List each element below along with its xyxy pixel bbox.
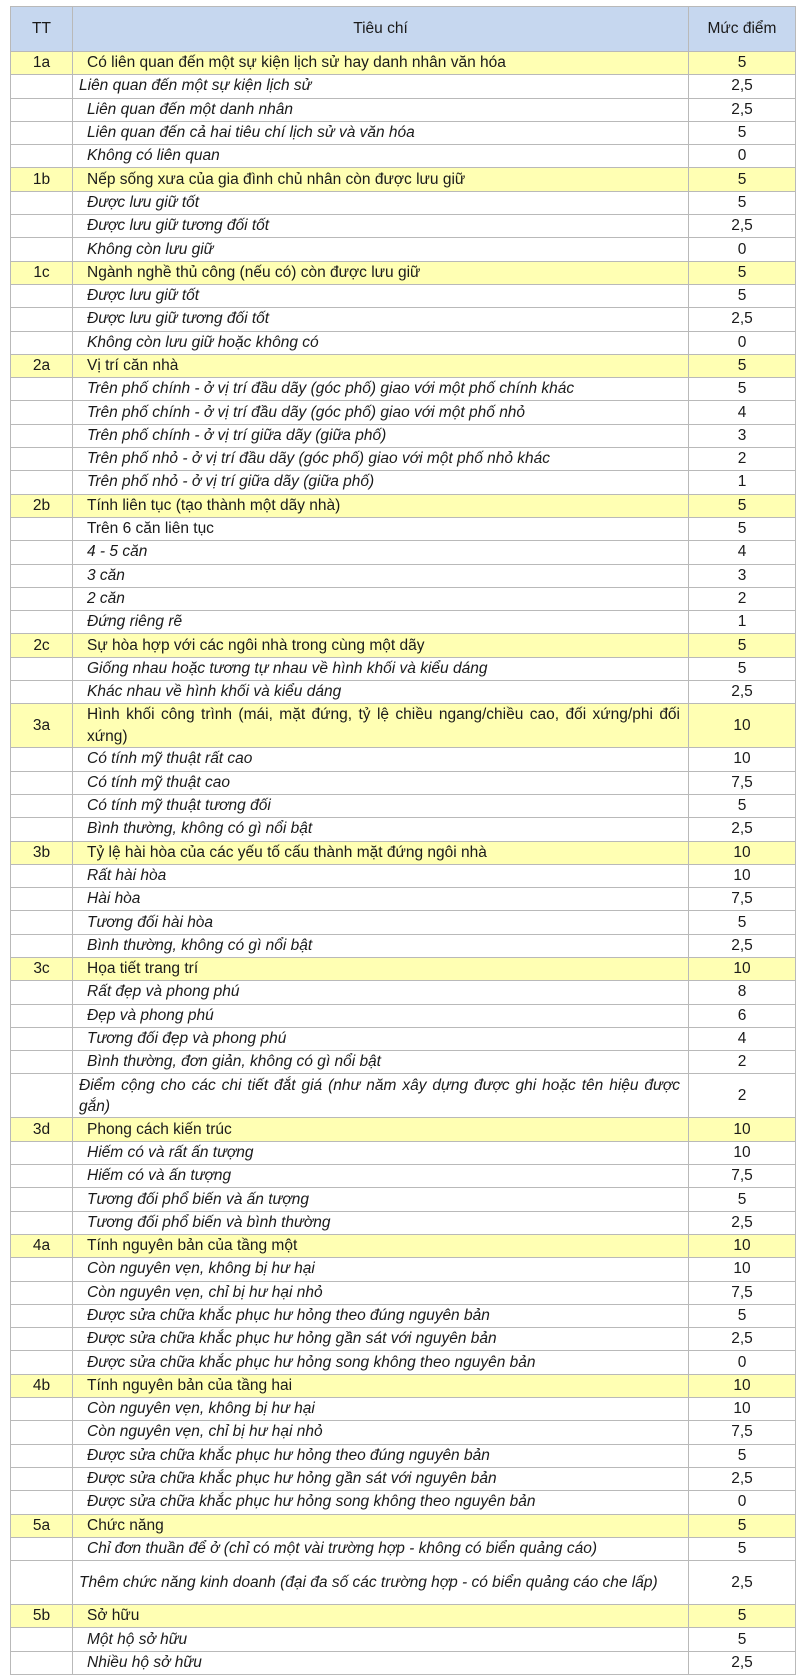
option-label: Nhiều hộ sở hữu [73, 1651, 689, 1674]
option-row [11, 1027, 796, 1050]
criterion-row [11, 52, 796, 75]
tt-cell [11, 1165, 73, 1188]
tt-cell [11, 1491, 73, 1514]
option-row [11, 981, 796, 1004]
option-label: 3 căn [73, 564, 689, 587]
option-row [11, 1628, 796, 1651]
score-cell: 5 [689, 191, 796, 214]
tt-cell [11, 981, 73, 1004]
tt-cell: 1a [11, 52, 73, 75]
tt-cell: 4a [11, 1234, 73, 1257]
option-row [11, 1421, 796, 1444]
score-cell: 3 [689, 424, 796, 447]
option-label: Có tính mỹ thuật tương đối [73, 794, 689, 817]
score-cell: 2,5 [689, 934, 796, 957]
criterion-label: Tính nguyên bản của tầng hai [73, 1374, 689, 1397]
option-label: Hiếm có và ấn tượng [73, 1165, 689, 1188]
score-cell: 5 [689, 634, 796, 657]
criterion-row [11, 1118, 796, 1141]
score-cell: 5 [689, 354, 796, 377]
option-label: Đứng riêng rẽ [73, 611, 689, 634]
tt-cell [11, 541, 73, 564]
score-cell: 2,5 [689, 308, 796, 331]
tt-cell [11, 215, 73, 238]
score-cell: 4 [689, 401, 796, 424]
tt-cell [11, 308, 73, 331]
option-row [11, 1398, 796, 1421]
score-cell: 3 [689, 564, 796, 587]
score-cell: 0 [689, 238, 796, 261]
option-row [11, 238, 796, 261]
option-label: Còn nguyên vẹn, không bị hư hại [73, 1398, 689, 1421]
criterion-row [11, 1234, 796, 1257]
tt-cell [11, 238, 73, 261]
option-label: Chỉ đơn thuần để ở (chỉ có một vài trường hợp - không có biển quảng cáo) [73, 1537, 689, 1560]
option-label: Trên phố chính - ở vị trí giữa dãy (giữa phố) [73, 424, 689, 447]
score-cell: 5 [689, 494, 796, 517]
option-row [11, 331, 796, 354]
score-cell: 5 [689, 1628, 796, 1651]
criterion-label: Sự hòa hợp với các ngôi nhà trong cùng một dãy [73, 634, 689, 657]
option-label: Không còn lưu giữ [73, 238, 689, 261]
criteria-table [10, 6, 796, 1675]
tt-cell [11, 911, 73, 934]
score-cell: 5 [689, 517, 796, 540]
option-label: Có tính mỹ thuật rất cao [73, 748, 689, 771]
score-cell: 7,5 [689, 888, 796, 911]
option-row [11, 1304, 796, 1327]
tt-cell [11, 331, 73, 354]
option-label: Được sửa chữa khắc phục hư hỏng theo đúng nguyên bản [73, 1444, 689, 1467]
option-label: Hiếm có và rất ấn tượng [73, 1141, 689, 1164]
tt-cell: 2b [11, 494, 73, 517]
criterion-label: Họa tiết trang trí [73, 957, 689, 980]
tt-cell [11, 424, 73, 447]
tt-cell: 5b [11, 1605, 73, 1628]
score-cell: 5 [689, 1188, 796, 1211]
tt-cell [11, 98, 73, 121]
score-cell: 10 [689, 1234, 796, 1257]
tt-cell: 2c [11, 634, 73, 657]
score-cell: 10 [689, 704, 796, 748]
score-cell: 5 [689, 121, 796, 144]
option-label: Rất đẹp và phong phú [73, 981, 689, 1004]
tt-cell: 5a [11, 1514, 73, 1537]
option-row [11, 448, 796, 471]
score-cell: 5 [689, 1514, 796, 1537]
header-tt: TT [11, 7, 73, 52]
tt-cell [11, 401, 73, 424]
criterion-row [11, 168, 796, 191]
score-cell: 10 [689, 1398, 796, 1421]
tt-cell [11, 1074, 73, 1118]
score-cell: 10 [689, 748, 796, 771]
tt-cell [11, 1141, 73, 1164]
option-row [11, 1561, 796, 1605]
tt-cell [11, 771, 73, 794]
score-cell: 2,5 [689, 681, 796, 704]
score-cell: 2 [689, 1074, 796, 1118]
tt-cell [11, 1651, 73, 1674]
criterion-label: Ngành nghề thủ công (nếu có) còn được lưu giữ [73, 261, 689, 284]
tt-cell [11, 1351, 73, 1374]
option-row [11, 1651, 796, 1674]
option-label: Được sửa chữa khắc phục hư hỏng gần sát với nguyên bản [73, 1467, 689, 1490]
option-label: Bình thường, không có gì nổi bật [73, 934, 689, 957]
option-row [11, 75, 796, 98]
criterion-row [11, 704, 796, 748]
option-label: Được sửa chữa khắc phục hư hỏng gần sát với nguyên bản [73, 1328, 689, 1351]
score-cell: 2 [689, 1051, 796, 1074]
tt-cell [11, 517, 73, 540]
tt-cell [11, 1398, 73, 1421]
option-label: Được lưu giữ tương đối tốt [73, 308, 689, 331]
tt-cell: 3c [11, 957, 73, 980]
option-label: Giống nhau hoặc tương tự nhau về hình khối và kiểu dáng [73, 657, 689, 680]
option-row [11, 587, 796, 610]
criterion-label: Nếp sống xưa của gia đình chủ nhân còn được lưu giữ [73, 168, 689, 191]
criterion-label: Tỷ lệ hài hòa của các yếu tố cấu thành mặt đứng ngôi nhà [73, 841, 689, 864]
score-cell: 10 [689, 957, 796, 980]
score-cell: 10 [689, 1118, 796, 1141]
option-label: Không còn lưu giữ hoặc không có [73, 331, 689, 354]
criterion-label: Tính nguyên bản của tầng một [73, 1234, 689, 1257]
option-row [11, 215, 796, 238]
tt-cell [11, 1004, 73, 1027]
option-row [11, 1467, 796, 1490]
score-cell: 4 [689, 1027, 796, 1050]
tt-cell [11, 191, 73, 214]
option-label: Được sửa chữa khắc phục hư hỏng song không theo nguyên bản [73, 1351, 689, 1374]
option-row [11, 1188, 796, 1211]
option-label: Khác nhau về hình khối và kiểu dáng [73, 681, 689, 704]
option-label: Được sửa chữa khắc phục hư hỏng song không theo nguyên bản [73, 1491, 689, 1514]
option-label: Một hộ sở hữu [73, 1628, 689, 1651]
tt-cell [11, 471, 73, 494]
option-row [11, 1141, 796, 1164]
tt-cell [11, 934, 73, 957]
option-row [11, 818, 796, 841]
option-label: Được lưu giữ tốt [73, 191, 689, 214]
table-body [11, 52, 796, 1675]
option-row [11, 471, 796, 494]
score-cell: 2,5 [689, 75, 796, 98]
score-cell: 5 [689, 378, 796, 401]
tt-cell [11, 1421, 73, 1444]
option-row [11, 541, 796, 564]
option-label: Điểm cộng cho các chi tiết đắt giá (như năm xây dựng được ghi hoặc tên hiệu được gắn) [73, 1074, 689, 1118]
tt-cell [11, 284, 73, 307]
tt-cell [11, 1328, 73, 1351]
criterion-row [11, 1605, 796, 1628]
tt-cell [11, 1444, 73, 1467]
option-row [11, 1004, 796, 1027]
criterion-row [11, 1514, 796, 1537]
score-cell: 2,5 [689, 215, 796, 238]
score-cell: 6 [689, 1004, 796, 1027]
tt-cell [11, 1211, 73, 1234]
option-row [11, 564, 796, 587]
tt-cell [11, 378, 73, 401]
score-cell: 7,5 [689, 1421, 796, 1444]
score-cell: 7,5 [689, 1165, 796, 1188]
score-cell: 1 [689, 611, 796, 634]
option-label: Được sửa chữa khắc phục hư hỏng theo đúng nguyên bản [73, 1304, 689, 1327]
option-label: Liên quan đến một danh nhân [73, 98, 689, 121]
tt-cell [11, 145, 73, 168]
score-cell: 2 [689, 587, 796, 610]
criterion-label: Sở hữu [73, 1605, 689, 1628]
tt-cell [11, 1258, 73, 1281]
tt-cell [11, 1537, 73, 1560]
option-row [11, 888, 796, 911]
score-cell: 0 [689, 331, 796, 354]
tt-cell [11, 1628, 73, 1651]
score-cell: 10 [689, 1141, 796, 1164]
tt-cell: 1c [11, 261, 73, 284]
score-cell: 5 [689, 1304, 796, 1327]
option-row [11, 1165, 796, 1188]
option-row [11, 145, 796, 168]
option-row [11, 308, 796, 331]
option-row [11, 794, 796, 817]
option-label: Đẹp và phong phú [73, 1004, 689, 1027]
score-cell: 10 [689, 1374, 796, 1397]
tt-cell [11, 888, 73, 911]
score-cell: 2 [689, 448, 796, 471]
option-row [11, 864, 796, 887]
score-cell: 5 [689, 1605, 796, 1628]
option-label: Có tính mỹ thuật cao [73, 771, 689, 794]
criterion-label: Vị trí căn nhà [73, 354, 689, 377]
criterion-row [11, 354, 796, 377]
score-cell: 2,5 [689, 1211, 796, 1234]
option-label: Tương đối hài hòa [73, 911, 689, 934]
score-cell: 5 [689, 168, 796, 191]
option-row [11, 1351, 796, 1374]
option-label: Còn nguyên vẹn, không bị hư hại [73, 1258, 689, 1281]
score-cell: 4 [689, 541, 796, 564]
score-cell: 5 [689, 794, 796, 817]
criterion-row [11, 841, 796, 864]
tt-cell [11, 75, 73, 98]
score-cell: 2,5 [689, 818, 796, 841]
option-row [11, 98, 796, 121]
score-cell: 0 [689, 1491, 796, 1514]
tt-cell [11, 121, 73, 144]
header-score: Mức điểm [689, 7, 796, 52]
tt-cell: 4b [11, 1374, 73, 1397]
score-cell: 7,5 [689, 771, 796, 794]
option-row [11, 121, 796, 144]
criterion-row [11, 261, 796, 284]
option-label: 4 - 5 căn [73, 541, 689, 564]
criterion-label: Có liên quan đến một sự kiện lịch sử hay danh nhân văn hóa [73, 52, 689, 75]
option-label: Không có liên quan [73, 145, 689, 168]
score-cell: 5 [689, 261, 796, 284]
option-row [11, 191, 796, 214]
criterion-label: Tính liên tục (tạo thành một dãy nhà) [73, 494, 689, 517]
option-label: Hài hòa [73, 888, 689, 911]
option-label: Trên 6 căn liên tục [73, 517, 689, 540]
score-cell: 1 [689, 471, 796, 494]
option-row [11, 1211, 796, 1234]
tt-cell [11, 611, 73, 634]
option-row [11, 284, 796, 307]
option-row [11, 1051, 796, 1074]
criterion-label: Chức năng [73, 1514, 689, 1537]
tt-cell [11, 864, 73, 887]
option-row [11, 657, 796, 680]
score-cell: 5 [689, 911, 796, 934]
score-cell: 10 [689, 864, 796, 887]
tt-cell [11, 564, 73, 587]
option-label: Trên phố chính - ở vị trí đầu dãy (góc phố) giao với một phố chính khác [73, 378, 689, 401]
option-label: 2 căn [73, 587, 689, 610]
score-cell: 10 [689, 841, 796, 864]
option-row [11, 1074, 796, 1118]
criterion-row [11, 957, 796, 980]
score-cell: 2,5 [689, 1651, 796, 1674]
option-label: Trên phố chính - ở vị trí đầu dãy (góc phố) giao với một phố nhỏ [73, 401, 689, 424]
tt-cell: 1b [11, 168, 73, 191]
option-row [11, 748, 796, 771]
score-cell: 7,5 [689, 1281, 796, 1304]
tt-cell [11, 1188, 73, 1211]
criterion-label: Hình khối công trình (mái, mặt đứng, tỷ lệ chiều ngang/chiều cao, đối xứng/phi đối xứng) [73, 704, 689, 748]
option-row [11, 401, 796, 424]
option-label: Được lưu giữ tốt [73, 284, 689, 307]
tt-cell [11, 1281, 73, 1304]
tt-cell [11, 818, 73, 841]
score-cell: 5 [689, 657, 796, 680]
option-label: Tương đối phổ biến và bình thường [73, 1211, 689, 1234]
option-row [11, 611, 796, 634]
tt-cell [11, 748, 73, 771]
tt-cell [11, 794, 73, 817]
option-row [11, 1258, 796, 1281]
header-criteria: Tiêu chí [73, 7, 689, 52]
score-cell: 10 [689, 1258, 796, 1281]
score-cell: 2,5 [689, 1328, 796, 1351]
option-row [11, 1537, 796, 1560]
tt-cell [11, 1051, 73, 1074]
tt-cell [11, 1561, 73, 1605]
option-label: Liên quan đến một sự kiện lịch sử [73, 75, 689, 98]
header-row [11, 7, 796, 52]
criterion-row [11, 634, 796, 657]
tt-cell [11, 448, 73, 471]
option-row [11, 771, 796, 794]
option-label: Thêm chức năng kinh doanh (đại đa số các trường hợp - có biển quảng cáo che lấp) [73, 1561, 689, 1605]
option-label: Còn nguyên vẹn, chỉ bị hư hại nhỏ [73, 1281, 689, 1304]
tt-cell: 3b [11, 841, 73, 864]
option-label: Còn nguyên vẹn, chỉ bị hư hại nhỏ [73, 1421, 689, 1444]
score-cell: 5 [689, 1537, 796, 1560]
option-row [11, 517, 796, 540]
score-cell: 5 [689, 1444, 796, 1467]
option-row [11, 681, 796, 704]
tt-cell [11, 587, 73, 610]
option-label: Bình thường, không có gì nổi bật [73, 818, 689, 841]
tt-cell [11, 1304, 73, 1327]
option-row [11, 1328, 796, 1351]
option-label: Tương đối đẹp và phong phú [73, 1027, 689, 1050]
tt-cell [11, 1467, 73, 1490]
option-label: Bình thường, đơn giản, không có gì nổi bật [73, 1051, 689, 1074]
score-cell: 8 [689, 981, 796, 1004]
option-label: Liên quan đến cả hai tiêu chí lịch sử và văn hóa [73, 121, 689, 144]
tt-cell [11, 681, 73, 704]
tt-cell: 3d [11, 1118, 73, 1141]
option-row [11, 424, 796, 447]
option-label: Rất hài hòa [73, 864, 689, 887]
tt-cell: 2a [11, 354, 73, 377]
score-cell: 2,5 [689, 1561, 796, 1605]
option-label: Trên phố nhỏ - ở vị trí đầu dãy (góc phố) giao với một phố nhỏ khác [73, 448, 689, 471]
score-cell: 0 [689, 145, 796, 168]
criterion-row [11, 1374, 796, 1397]
score-cell: 2,5 [689, 98, 796, 121]
option-label: Trên phố nhỏ - ở vị trí giữa dãy (giữa phố) [73, 471, 689, 494]
criterion-row [11, 494, 796, 517]
score-cell: 5 [689, 52, 796, 75]
option-row [11, 1444, 796, 1467]
tt-cell [11, 1027, 73, 1050]
option-row [11, 1281, 796, 1304]
criterion-label: Phong cách kiến trúc [73, 1118, 689, 1141]
option-row [11, 934, 796, 957]
score-cell: 2,5 [689, 1467, 796, 1490]
option-label: Tương đối phổ biến và ấn tượng [73, 1188, 689, 1211]
option-row [11, 1491, 796, 1514]
option-label: Được lưu giữ tương đối tốt [73, 215, 689, 238]
score-cell: 5 [689, 284, 796, 307]
tt-cell [11, 657, 73, 680]
option-row [11, 911, 796, 934]
option-row [11, 378, 796, 401]
score-cell: 0 [689, 1351, 796, 1374]
tt-cell: 3a [11, 704, 73, 748]
